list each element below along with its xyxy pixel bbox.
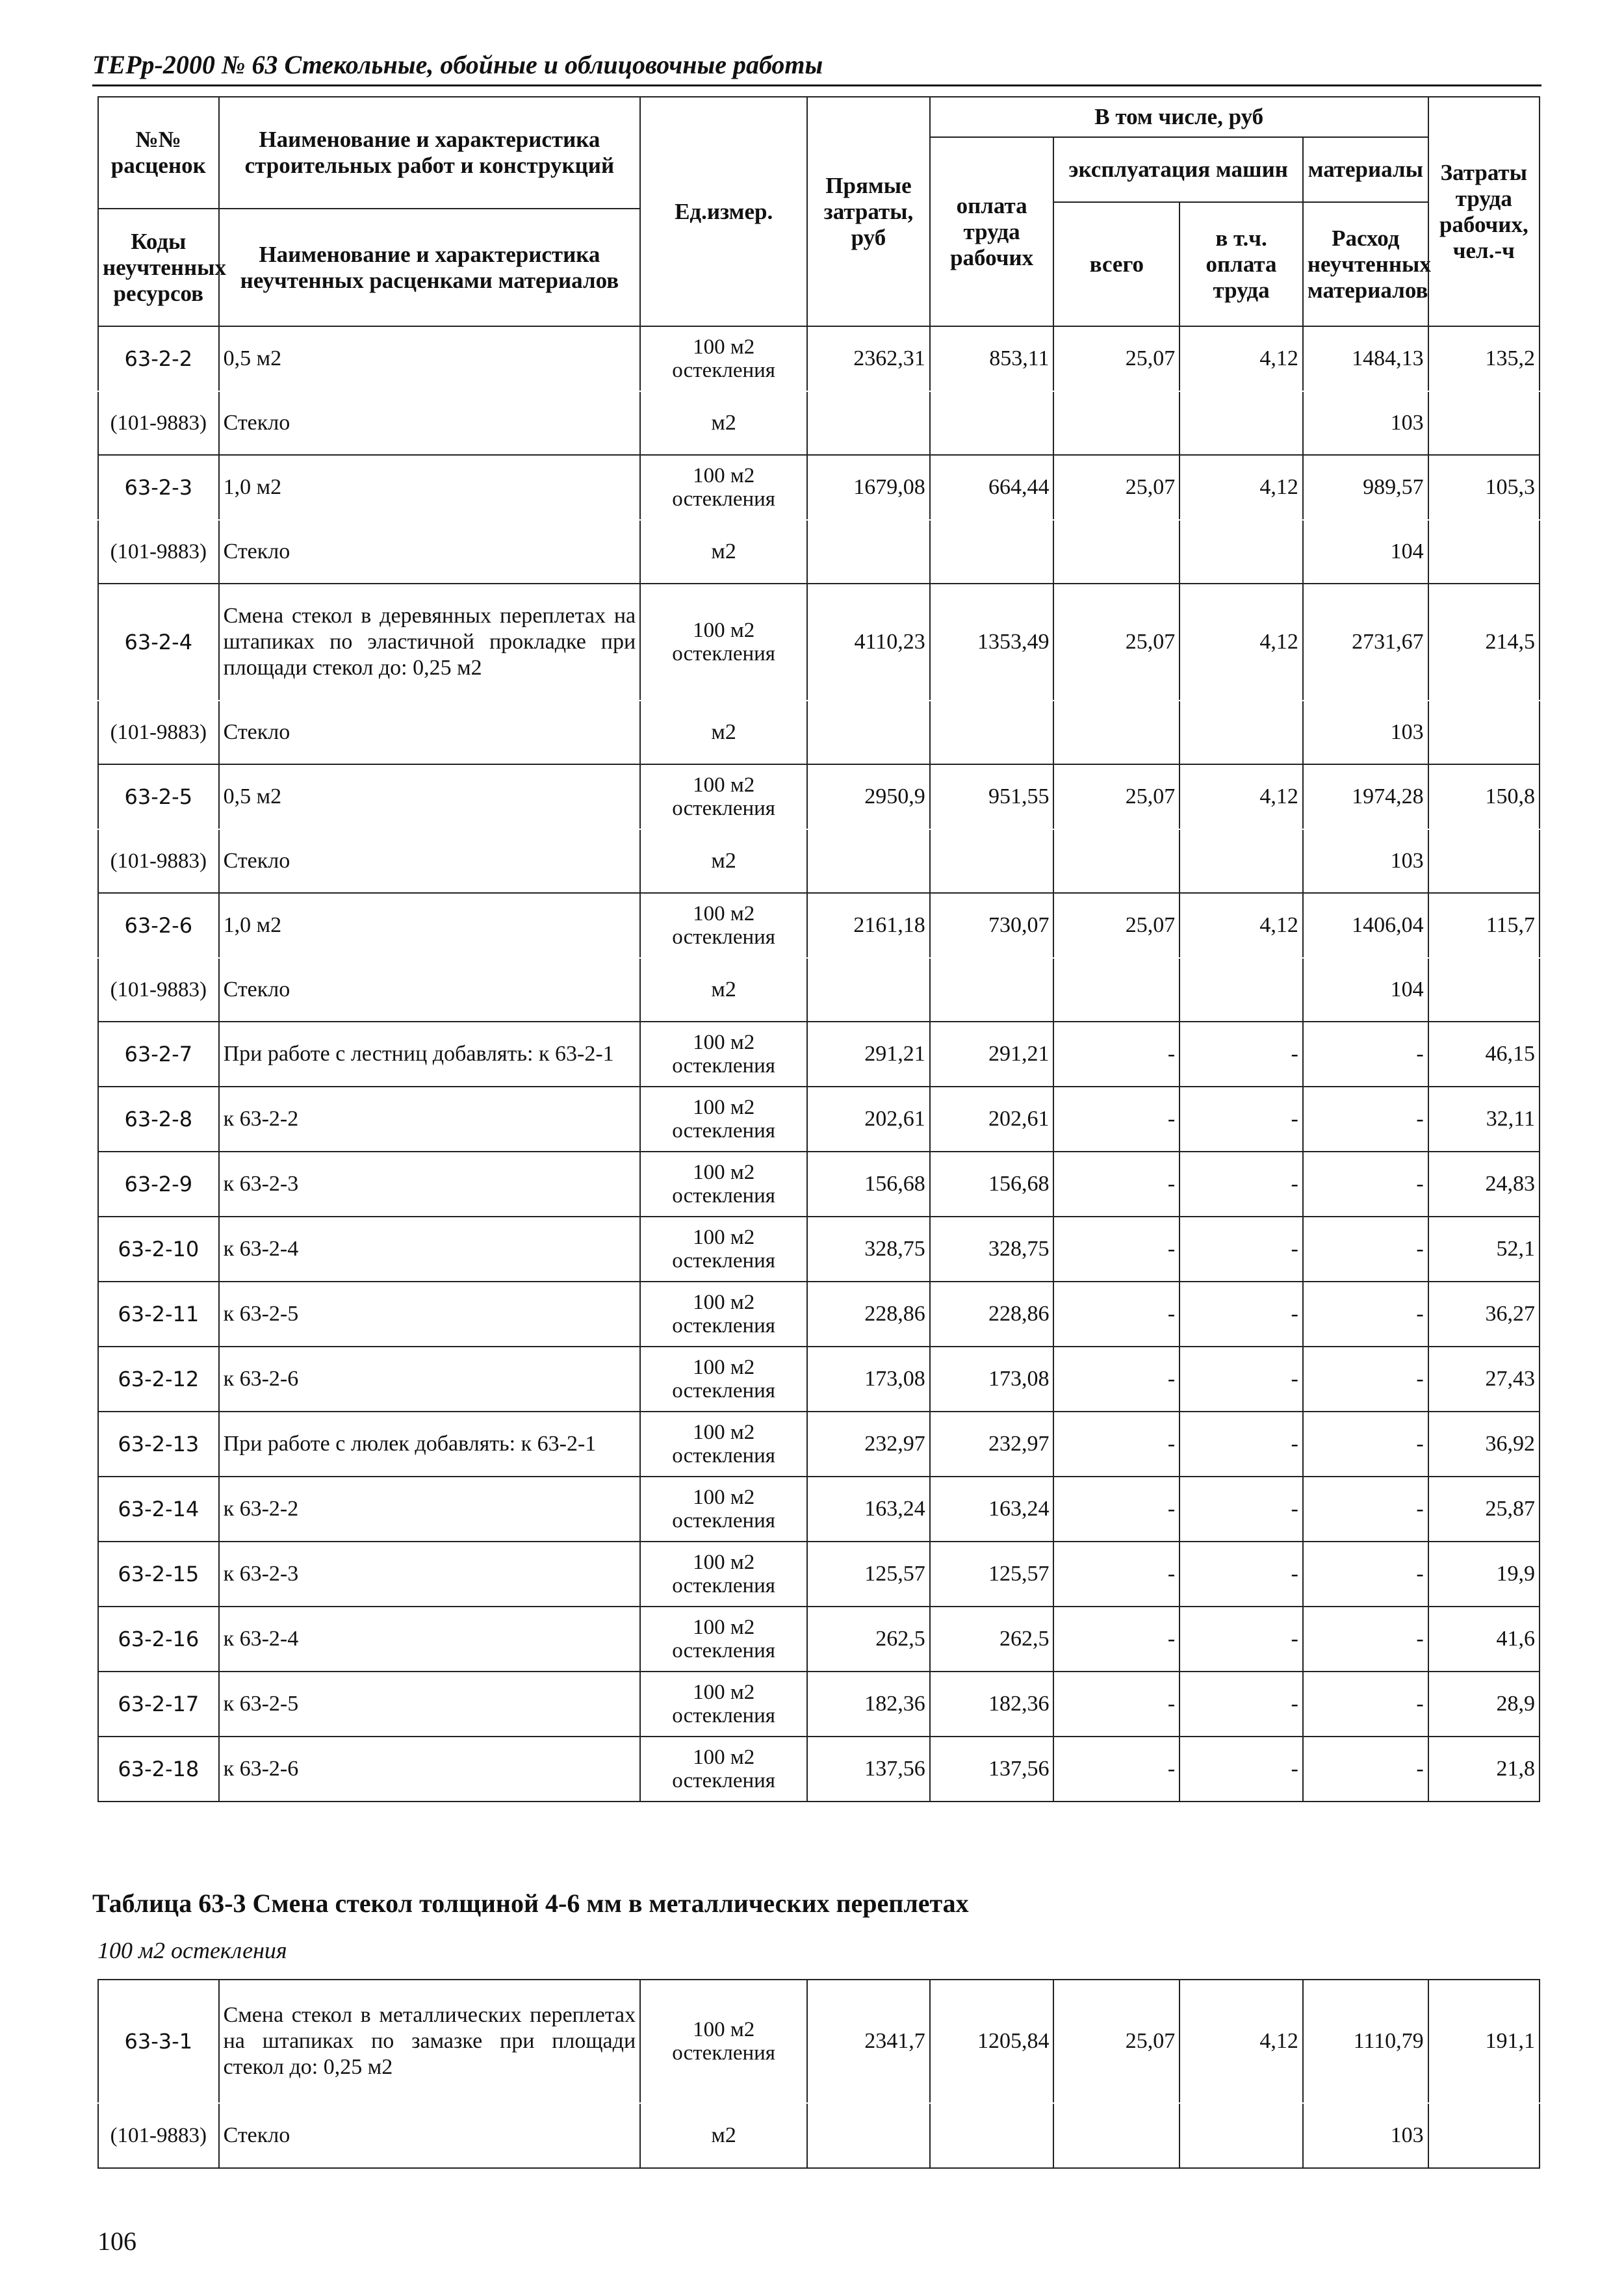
labor-hours: 52,1	[1428, 1217, 1540, 1282]
empty-cell	[1428, 829, 1540, 893]
table-row	[98, 1672, 1540, 1737]
rate-code: 63-3-1	[98, 1980, 219, 2103]
labor-hours: 24,83	[1428, 1152, 1540, 1217]
rate-code: 63-2-6	[98, 893, 219, 958]
resource-qty: 104	[1303, 520, 1428, 584]
labor-pay: 664,44	[930, 455, 1054, 520]
direct-cost: 291,21	[807, 1022, 930, 1087]
table-row	[98, 584, 1540, 701]
table-row	[98, 1087, 1540, 1152]
direct-cost: 137,56	[807, 1737, 930, 1802]
machines-total: 25,07	[1053, 893, 1179, 958]
labor-hours: 46,15	[1428, 1022, 1540, 1087]
materials-cost: -	[1303, 1282, 1428, 1347]
unit-cell: 100 м2 остекления	[640, 1672, 807, 1737]
resource-row	[98, 520, 1540, 584]
materials-cost: 1406,04	[1303, 893, 1428, 958]
resource-qty: 103	[1303, 391, 1428, 455]
unit-cell: 100 м2 остекления	[640, 764, 807, 829]
work-name: 1,0 м2	[219, 455, 641, 520]
direct-cost: 2341,7	[807, 1980, 930, 2103]
table-row	[98, 455, 1540, 520]
empty-cell	[1428, 958, 1540, 1022]
machines-labor: 4,12	[1179, 326, 1303, 391]
machines-labor: -	[1179, 1737, 1303, 1802]
resource-name: Стекло	[219, 829, 641, 893]
resource-name: Стекло	[219, 701, 641, 764]
materials-cost: 2731,67	[1303, 584, 1428, 701]
direct-cost: 232,97	[807, 1412, 930, 1477]
rate-code: 63-2-13	[98, 1412, 219, 1477]
rate-code: 63-2-5	[98, 764, 219, 829]
direct-cost: 163,24	[807, 1477, 930, 1542]
work-name: к 63-2-6	[219, 1347, 641, 1412]
col-header-direct: Прямые затраты, руб	[807, 97, 930, 326]
rate-code: 63-2-8	[98, 1087, 219, 1152]
empty-cell	[1179, 391, 1303, 455]
table-row	[98, 1347, 1540, 1412]
col-header-resource-name: Наименование и характеристика неучтенных расценками материалов	[219, 209, 641, 326]
table-row	[98, 1737, 1540, 1802]
rate-code: 63-2-10	[98, 1217, 219, 1282]
machines-total: -	[1053, 1347, 1179, 1412]
machines-total: 25,07	[1053, 455, 1179, 520]
unit-cell: 100 м2 остекления	[640, 1477, 807, 1542]
machines-total: -	[1053, 1542, 1179, 1607]
col-header-unit: Ед.измер.	[640, 97, 807, 326]
table-row	[98, 1412, 1540, 1477]
labor-pay: 202,61	[930, 1087, 1054, 1152]
labor-pay: 137,56	[930, 1737, 1054, 1802]
direct-cost: 2950,9	[807, 764, 930, 829]
labor-hours: 36,27	[1428, 1282, 1540, 1347]
labor-hours: 25,87	[1428, 1477, 1540, 1542]
rate-code: 63-2-18	[98, 1737, 219, 1802]
empty-cell	[1179, 958, 1303, 1022]
resource-name: Стекло	[219, 958, 641, 1022]
col-header-labor-pay: оплата труда рабочих	[930, 137, 1054, 326]
resource-name: Стекло	[219, 520, 641, 584]
materials-cost: -	[1303, 1477, 1428, 1542]
work-name: к 63-2-5	[219, 1672, 641, 1737]
labor-pay: 1353,49	[930, 584, 1054, 701]
resource-code: (101-9883)	[98, 2103, 219, 2168]
materials-cost: -	[1303, 1737, 1428, 1802]
machines-labor: 4,12	[1179, 1980, 1303, 2103]
labor-hours: 21,8	[1428, 1737, 1540, 1802]
rate-code: 63-2-16	[98, 1607, 219, 1672]
machines-labor: 4,12	[1179, 893, 1303, 958]
unit-cell: 100 м2 остекления	[640, 1347, 807, 1412]
unit-cell: 100 м2 остекления	[640, 1412, 807, 1477]
empty-cell	[1053, 2103, 1179, 2168]
labor-hours: 105,3	[1428, 455, 1540, 520]
labor-hours: 27,43	[1428, 1347, 1540, 1412]
machines-labor: 4,12	[1179, 764, 1303, 829]
labor-pay: 328,75	[930, 1217, 1054, 1282]
page-number: 106	[97, 2227, 136, 2256]
unit-cell: 100 м2 остекления	[640, 1282, 807, 1347]
labor-hours: 135,2	[1428, 326, 1540, 391]
resource-unit: м2	[640, 829, 807, 893]
rate-code: 63-2-9	[98, 1152, 219, 1217]
empty-cell	[1179, 829, 1303, 893]
table-row	[98, 1542, 1540, 1607]
labor-pay: 232,97	[930, 1412, 1054, 1477]
machines-total: 25,07	[1053, 764, 1179, 829]
rate-code: 63-2-14	[98, 1477, 219, 1542]
empty-cell	[1428, 520, 1540, 584]
direct-cost: 202,61	[807, 1087, 930, 1152]
resource-unit: м2	[640, 391, 807, 455]
materials-cost: -	[1303, 1607, 1428, 1672]
work-name: При работе с лестниц добавлять: к 63-2-1	[219, 1022, 641, 1087]
work-name: к 63-2-2	[219, 1087, 641, 1152]
work-name: Смена стекол в металлических переплетах на штапиках по замазке при площади стекол до: 0,25 м2	[219, 1980, 641, 2103]
machines-total: -	[1053, 1737, 1179, 1802]
rate-code: 63-2-3	[98, 455, 219, 520]
materials-cost: -	[1303, 1087, 1428, 1152]
unit-cell: 100 м2 остекления	[640, 1152, 807, 1217]
resource-code: (101-9883)	[98, 701, 219, 764]
materials-cost: -	[1303, 1347, 1428, 1412]
empty-cell	[1053, 829, 1179, 893]
resource-unit: м2	[640, 2103, 807, 2168]
unit-cell: 100 м2 остекления	[640, 1542, 807, 1607]
col-header-name: Наименование и характеристика строительных работ и конструкций	[219, 97, 641, 209]
work-name: к 63-2-3	[219, 1542, 641, 1607]
direct-cost: 262,5	[807, 1607, 930, 1672]
labor-pay: 1205,84	[930, 1980, 1054, 2103]
unit-cell: 100 м2 остекления	[640, 893, 807, 958]
resource-code: (101-9883)	[98, 829, 219, 893]
direct-cost: 4110,23	[807, 584, 930, 701]
materials-cost: 1974,28	[1303, 764, 1428, 829]
machines-total: -	[1053, 1217, 1179, 1282]
machines-total: -	[1053, 1477, 1179, 1542]
labor-hours: 19,9	[1428, 1542, 1540, 1607]
resource-row	[98, 391, 1540, 455]
empty-cell	[930, 520, 1054, 584]
labor-pay: 730,07	[930, 893, 1054, 958]
empty-cell	[1053, 391, 1179, 455]
labor-hours: 115,7	[1428, 893, 1540, 958]
machines-labor: -	[1179, 1347, 1303, 1412]
resource-name: Стекло	[219, 2103, 641, 2168]
col-header-machines-total: всего	[1053, 202, 1179, 326]
empty-cell	[1053, 520, 1179, 584]
labor-hours: 191,1	[1428, 1980, 1540, 2103]
labor-hours: 214,5	[1428, 584, 1540, 701]
materials-cost: 1110,79	[1303, 1980, 1428, 2103]
resource-qty: 103	[1303, 2103, 1428, 2168]
machines-labor: -	[1179, 1477, 1303, 1542]
resource-code: (101-9883)	[98, 958, 219, 1022]
resource-unit: м2	[640, 520, 807, 584]
rate-code: 63-2-12	[98, 1347, 219, 1412]
materials-cost: -	[1303, 1217, 1428, 1282]
empty-cell	[807, 2103, 930, 2168]
empty-cell	[807, 520, 930, 584]
resource-unit: м2	[640, 701, 807, 764]
work-name: к 63-2-4	[219, 1217, 641, 1282]
empty-cell	[930, 391, 1054, 455]
machines-total: 25,07	[1053, 584, 1179, 701]
work-name: к 63-2-3	[219, 1152, 641, 1217]
machines-total: 25,07	[1053, 326, 1179, 391]
direct-cost: 2362,31	[807, 326, 930, 391]
work-name: При работе с люлек добавлять: к 63-2-1	[219, 1412, 641, 1477]
table-row	[98, 1152, 1540, 1217]
unit-cell: 100 м2 остекления	[640, 455, 807, 520]
materials-cost: 1484,13	[1303, 326, 1428, 391]
labor-hours: 36,92	[1428, 1412, 1540, 1477]
rate-code: 63-2-17	[98, 1672, 219, 1737]
table-row	[98, 1217, 1540, 1282]
col-header-materials: материалы	[1303, 137, 1428, 202]
labor-hours: 28,9	[1428, 1672, 1540, 1737]
machines-labor: -	[1179, 1607, 1303, 1672]
machines-labor: 4,12	[1179, 584, 1303, 701]
materials-cost: -	[1303, 1022, 1428, 1087]
empty-cell	[807, 829, 930, 893]
machines-total: -	[1053, 1412, 1179, 1477]
empty-cell	[1179, 2103, 1303, 2168]
resource-row	[98, 2103, 1540, 2168]
direct-cost: 228,86	[807, 1282, 930, 1347]
table-row	[98, 893, 1540, 958]
direct-cost: 173,08	[807, 1347, 930, 1412]
empty-cell	[1179, 701, 1303, 764]
machines-total: -	[1053, 1282, 1179, 1347]
unit-cell: 100 м2 остекления	[640, 1087, 807, 1152]
direct-cost: 1679,08	[807, 455, 930, 520]
table-row	[98, 1477, 1540, 1542]
empty-cell	[1053, 701, 1179, 764]
col-header-materials-unaccounted: Расход неучтенных материалов	[1303, 202, 1428, 326]
machines-total: -	[1053, 1087, 1179, 1152]
resource-qty: 104	[1303, 958, 1428, 1022]
empty-cell	[807, 958, 930, 1022]
machines-labor: -	[1179, 1022, 1303, 1087]
col-header-labor-hours: Затраты труда рабочих, чел.-ч	[1428, 97, 1540, 326]
labor-pay: 262,5	[930, 1607, 1054, 1672]
unit-cell: 100 м2 остекления	[640, 1607, 807, 1672]
resource-row	[98, 701, 1540, 764]
unit-cell: 100 м2 остекления	[640, 1217, 807, 1282]
direct-cost: 182,36	[807, 1672, 930, 1737]
work-name: к 63-2-2	[219, 1477, 641, 1542]
rate-code: 63-2-2	[98, 326, 219, 391]
machines-total: -	[1053, 1152, 1179, 1217]
labor-pay: 291,21	[930, 1022, 1054, 1087]
unit-cell: 100 м2 остекления	[640, 1737, 807, 1802]
machines-labor: -	[1179, 1087, 1303, 1152]
col-header-machines: эксплуатация машин	[1053, 137, 1302, 202]
empty-cell	[930, 701, 1054, 764]
labor-pay: 853,11	[930, 326, 1054, 391]
labor-pay: 163,24	[930, 1477, 1054, 1542]
resource-code: (101-9883)	[98, 391, 219, 455]
direct-cost: 328,75	[807, 1217, 930, 1282]
table-3-title: Таблица 63-3 Смена стекол толщиной 4-6 мм в металлических переплетах	[92, 1889, 969, 1918]
resource-row	[98, 958, 1540, 1022]
work-name: к 63-2-6	[219, 1737, 641, 1802]
machines-labor: -	[1179, 1672, 1303, 1737]
rate-code: 63-2-15	[98, 1542, 219, 1607]
empty-cell	[930, 829, 1054, 893]
resource-qty: 103	[1303, 829, 1428, 893]
labor-hours: 150,8	[1428, 764, 1540, 829]
labor-pay: 951,55	[930, 764, 1054, 829]
work-name: 0,5 м2	[219, 764, 641, 829]
materials-cost: -	[1303, 1672, 1428, 1737]
machines-labor: -	[1179, 1152, 1303, 1217]
resource-row	[98, 829, 1540, 893]
table-3	[97, 1979, 1540, 2169]
table-3-unit-note: 100 м2 остекления	[97, 1937, 287, 1963]
machines-total: -	[1053, 1607, 1179, 1672]
materials-cost: -	[1303, 1412, 1428, 1477]
empty-cell	[1179, 520, 1303, 584]
direct-cost: 156,68	[807, 1152, 930, 1217]
materials-cost: -	[1303, 1152, 1428, 1217]
rate-code: 63-2-11	[98, 1282, 219, 1347]
rates-table	[97, 96, 1540, 1802]
work-name: к 63-2-4	[219, 1607, 641, 1672]
table-row	[98, 764, 1540, 829]
empty-cell	[807, 391, 930, 455]
empty-cell	[1428, 391, 1540, 455]
resource-name: Стекло	[219, 391, 641, 455]
empty-cell	[1428, 701, 1540, 764]
work-name: 1,0 м2	[219, 893, 641, 958]
labor-pay: 228,86	[930, 1282, 1054, 1347]
machines-total: 25,07	[1053, 1980, 1179, 2103]
unit-cell: 100 м2 остекления	[640, 584, 807, 701]
empty-cell	[930, 2103, 1054, 2168]
unit-cell: 100 м2 остекления	[640, 1980, 807, 2103]
rate-code: 63-2-7	[98, 1022, 219, 1087]
labor-pay: 173,08	[930, 1347, 1054, 1412]
machines-total: -	[1053, 1022, 1179, 1087]
page-header: ТЕРр-2000 № 63 Стекольные, обойные и облицовочные работы	[92, 45, 1541, 86]
machines-labor: -	[1179, 1412, 1303, 1477]
machines-labor: -	[1179, 1282, 1303, 1347]
machines-total: -	[1053, 1672, 1179, 1737]
rate-code: 63-2-4	[98, 584, 219, 701]
table-row	[98, 326, 1540, 391]
col-header-including: В том числе, руб	[930, 97, 1428, 137]
empty-cell	[807, 701, 930, 764]
empty-cell	[930, 958, 1054, 1022]
col-header-code: №№ расценок	[98, 97, 219, 209]
col-header-machines-labor: в т.ч. оплата труда	[1179, 202, 1303, 326]
work-name: 0,5 м2	[219, 326, 641, 391]
resource-code: (101-9883)	[98, 520, 219, 584]
machines-labor: -	[1179, 1542, 1303, 1607]
labor-pay: 182,36	[930, 1672, 1054, 1737]
unit-cell: 100 м2 остекления	[640, 326, 807, 391]
table-row	[98, 1980, 1540, 2103]
direct-cost: 125,57	[807, 1542, 930, 1607]
labor-hours: 32,11	[1428, 1087, 1540, 1152]
materials-cost: 989,57	[1303, 455, 1428, 520]
table-row	[98, 1607, 1540, 1672]
work-name: Смена стекол в деревянных переплетах на штапиках по эластичной прокладке при площади стекол до: 0,25 м2	[219, 584, 641, 701]
work-name: к 63-2-5	[219, 1282, 641, 1347]
table-row	[98, 1022, 1540, 1087]
table-row	[98, 1282, 1540, 1347]
empty-cell	[1053, 958, 1179, 1022]
labor-pay: 125,57	[930, 1542, 1054, 1607]
unit-cell: 100 м2 остекления	[640, 1022, 807, 1087]
labor-hours: 41,6	[1428, 1607, 1540, 1672]
resource-qty: 103	[1303, 701, 1428, 764]
col-header-resource-code: Коды неучтенных ресурсов	[98, 209, 219, 326]
machines-labor: -	[1179, 1217, 1303, 1282]
resource-unit: м2	[640, 958, 807, 1022]
materials-cost: -	[1303, 1542, 1428, 1607]
empty-cell	[1428, 2103, 1540, 2168]
machines-labor: 4,12	[1179, 455, 1303, 520]
direct-cost: 2161,18	[807, 893, 930, 958]
labor-pay: 156,68	[930, 1152, 1054, 1217]
